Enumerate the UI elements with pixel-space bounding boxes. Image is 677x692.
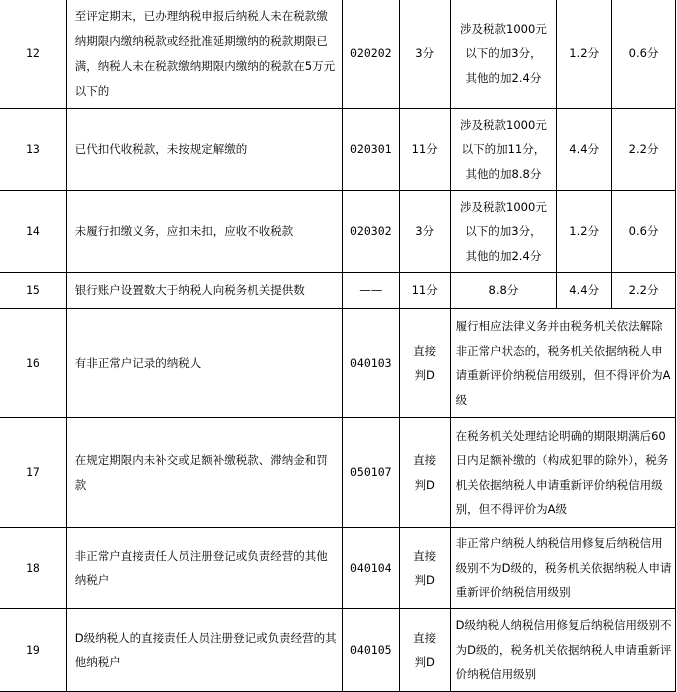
indicator-code: 040104 xyxy=(342,528,399,609)
repair-rule-line: 8.8分 xyxy=(488,283,519,298)
row-index: 13 xyxy=(0,109,66,191)
repair-rule xyxy=(450,191,557,273)
direct-judgement xyxy=(399,528,450,609)
row-index: 16 xyxy=(0,309,66,418)
judgement-line: 直接 xyxy=(413,453,437,467)
repair-rule-line: 涉及税款1000元 xyxy=(460,117,547,132)
repair-rule-line: 涉及税款1000元 xyxy=(460,199,547,214)
deduction-score: 11分 xyxy=(399,109,450,191)
row-description: 至评定期末，已办理纳税申报后纳税人未在税款缴纳期限内缴纳税款或经批准延期缴纳的税款期限已满，纳税人未在税款缴纳期限内缴纳的税款在5万元以下的 xyxy=(66,0,342,109)
row-index: 15 xyxy=(0,273,66,309)
judgement-line: 直接 xyxy=(413,343,437,358)
repair-score-b: 2.2分 xyxy=(612,109,676,191)
indicator-code: 020302 xyxy=(342,191,399,273)
row-index: 17 xyxy=(0,418,66,528)
judgement-line: 判D xyxy=(414,655,435,669)
table-row xyxy=(0,191,676,273)
judgement-line: 直接 xyxy=(413,548,437,563)
indicator-code: 040103 xyxy=(342,309,399,418)
deduction-score: 3分 xyxy=(399,191,450,273)
indicator-code: —— xyxy=(342,273,399,309)
indicator-code: 050107 xyxy=(342,418,399,528)
repair-score-a: 4.4分 xyxy=(557,273,612,309)
judgement-line: 判D xyxy=(414,477,435,492)
table-row xyxy=(0,309,676,418)
indicator-code: 020301 xyxy=(342,109,399,191)
repair-rule-line: 其他的加2.4分 xyxy=(465,70,542,85)
row-description: D级纳税人的直接责任人员注册登记或负责经营的其他纳税户 xyxy=(66,609,342,692)
repair-note: 在税务机关处理结论明确的期限期满后60日内足额补缴的（构成犯罪的除外），税务机关依据纳税人申请重新评价纳税信用级别，但不得评价为A级 xyxy=(450,418,675,528)
repair-rule xyxy=(450,273,557,309)
table-row xyxy=(0,418,676,528)
indicator-code: 020202 xyxy=(342,0,399,109)
repair-score-a: 1.2分 xyxy=(557,191,612,273)
repair-rule xyxy=(450,0,557,109)
repair-rule xyxy=(450,109,557,191)
row-index: 18 xyxy=(0,528,66,609)
repair-note: 履行相应法律义务并由税务机关依法解除非正常户状态的，税务机关依据纳税人申请重新评价纳税信用级别，但不得评价为A级 xyxy=(450,309,675,418)
repair-note: 非正常户纳税人纳税信用修复后纳税信用级别不为D级的，税务机关依据纳税人申请重新评价纳税信用级别 xyxy=(450,528,675,609)
table-row xyxy=(0,0,676,109)
indicator-code: 040105 xyxy=(342,609,399,692)
repair-note: D级纳税人纳税信用修复后纳税信用级别不为D级的，税务机关依据纳税人申请重新评价纳税信用级别 xyxy=(450,609,675,692)
row-description: 非正常户直接责任人员注册登记或负责经营的其他纳税户 xyxy=(66,528,342,609)
repair-rule-line: 以下的加3分， xyxy=(465,224,542,239)
repair-score-b: 0.6分 xyxy=(612,191,676,273)
row-index: 12 xyxy=(0,0,66,109)
repair-score-a: 4.4分 xyxy=(557,109,612,191)
direct-judgement xyxy=(399,309,450,418)
deduction-score: 3分 xyxy=(399,0,450,109)
judgement-line: 判D xyxy=(414,573,435,587)
repair-rule-line: 以下的加3分， xyxy=(465,46,542,61)
row-index: 19 xyxy=(0,609,66,692)
table-row xyxy=(0,609,676,692)
repair-score-b: 0.6分 xyxy=(612,0,676,109)
row-description: 已代扣代收税款，未按规定解缴的 xyxy=(66,109,342,191)
judgement-line: 判D xyxy=(414,368,435,382)
row-description: 未履行扣缴义务，应扣未扣，应收不收税款 xyxy=(66,191,342,273)
judgement-line: 直接 xyxy=(413,630,437,645)
row-description: 银行账户设置数大于纳税人向税务机关提供数 xyxy=(66,273,342,309)
repair-rule-line: 涉及税款1000元 xyxy=(460,21,547,36)
row-description: 在规定期限内未补交或足额补缴税款、滞纳金和罚款 xyxy=(66,418,342,528)
row-description: 有非正常户记录的纳税人 xyxy=(66,309,342,418)
repair-rule-line: 其他的加2.4分 xyxy=(465,248,542,263)
direct-judgement xyxy=(399,609,450,692)
repair-rule-line: 其他的加8.8分 xyxy=(465,166,542,181)
table-row xyxy=(0,109,676,191)
deduction-score: 11分 xyxy=(399,273,450,309)
table-row xyxy=(0,273,676,309)
repair-score-a: 1.2分 xyxy=(557,0,612,109)
repair-rule-line: 以下的加11分， xyxy=(461,142,546,157)
direct-judgement xyxy=(399,418,450,528)
repair-score-b: 2.2分 xyxy=(612,273,676,309)
table-row xyxy=(0,528,676,609)
row-index: 14 xyxy=(0,191,66,273)
